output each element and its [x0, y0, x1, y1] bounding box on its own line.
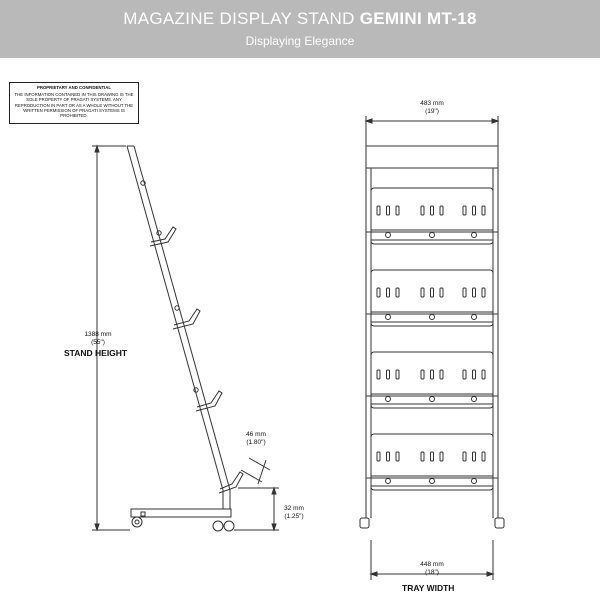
tray-panel-1 — [371, 188, 493, 244]
tray-slot-2-1b — [387, 288, 390, 297]
front-trays — [366, 188, 498, 490]
tray-slot-3-2b — [431, 370, 434, 379]
side-caster-rear — [132, 517, 142, 527]
tray-slot-1-1a — [377, 206, 380, 215]
tray-slot-3-1b — [387, 370, 390, 379]
tray-slot-1-1c — [396, 206, 399, 215]
product-subtitle: Displaying Elegance — [245, 34, 355, 48]
width-mm: 483 mm — [420, 100, 444, 107]
tray-slot-1-2a — [421, 206, 424, 215]
side-rail-inner — [134, 146, 230, 490]
tray-bolt-3-3 — [472, 397, 477, 402]
tray-bolt-2-3 — [472, 315, 477, 320]
tray-slot-2-1a — [377, 288, 380, 297]
width-in: (19") — [425, 108, 439, 115]
width-arrow-right — [492, 119, 498, 123]
tray-slot-3-3a — [463, 370, 466, 379]
tray-bolt-4-2 — [430, 479, 435, 484]
tray-arrow-right — [487, 572, 493, 576]
tray-slot-2-2a — [421, 288, 424, 297]
front-caster-right — [495, 518, 504, 528]
tray-bolt-1-3 — [472, 233, 477, 238]
tray-panel-3 — [371, 352, 493, 408]
tray-slot-1-1b — [387, 206, 390, 215]
tray-slot-2-3a — [463, 288, 466, 297]
lip-in: (1.80") — [246, 439, 266, 446]
tray-slot-2-3b — [473, 288, 476, 297]
tray-bolt-1-1 — [386, 233, 391, 238]
tray-slot-1-2c — [440, 206, 443, 215]
clearance-arrow-bottom — [272, 524, 276, 530]
lip-dim-ext-1 — [249, 458, 270, 470]
tray-label — [412, 561, 452, 577]
tray-bolt-2-1 — [386, 315, 391, 320]
side-view — [92, 146, 279, 531]
tray-slot-4-2a — [421, 452, 424, 461]
tray-slot-3-3c — [482, 370, 485, 379]
tray-slot-1-3a — [463, 206, 466, 215]
height-arrow-bottom — [95, 524, 99, 530]
tray-slot-4-3b — [473, 452, 476, 461]
tray-bolt-1-2 — [430, 233, 435, 238]
tray-slot-1-3b — [473, 206, 476, 215]
height-label — [76, 331, 120, 347]
tray-slot-3-1c — [396, 370, 399, 379]
tray-arrow-left — [371, 572, 377, 576]
tray-mm: 448 mm — [420, 561, 444, 568]
title-bold: GEMINI MT-18 — [359, 9, 477, 28]
height-arrow-top — [95, 146, 99, 152]
front-header-panel — [366, 146, 498, 168]
title-light: MAGAZINE DISPLAY STAND — [123, 9, 355, 28]
clearance-label — [278, 505, 310, 521]
tray-bolt-3-2 — [430, 397, 435, 402]
width-label — [412, 100, 452, 116]
tray-slot-4-2c — [440, 452, 443, 461]
tray-slot-4-3a — [463, 452, 466, 461]
height-mm: 1388 mm — [84, 331, 112, 338]
stand-height-caption: STAND HEIGHT — [64, 348, 128, 358]
notice-heading: PROPRIETARY AND CONFIDENTIAL — [36, 85, 111, 90]
tray-slot-4-3c — [482, 452, 485, 461]
tray-in: (18") — [425, 569, 439, 576]
tray-slot-4-2b — [431, 452, 434, 461]
front-caster-left — [360, 518, 369, 528]
tray-slot-4-1a — [377, 452, 380, 461]
tray-slot-3-1a — [377, 370, 380, 379]
tray-bolt-4-1 — [386, 479, 391, 484]
side-base-bar — [131, 509, 231, 517]
side-caster-front-1 — [213, 521, 223, 531]
tray-slot-2-1c — [396, 288, 399, 297]
tray-panel-4 — [371, 434, 493, 490]
notice-body: THE INFORMATION CONTAINED IN THIS DRAWING IS THE SOLE PROPERTY OF PRAGATI SYSTEMS. ANY REPRODUCTION IN PART OR AS A WHOLE WITHOUT THE WRITTEN PERMISSION OF PRAGATI SYSTEMS IS PROHIBITED. — [14, 92, 134, 119]
clearance-mm: 32 mm — [284, 505, 304, 512]
side-base-bolt — [141, 512, 145, 516]
tray-slot-4-1b — [387, 452, 390, 461]
tray-panel-2 — [371, 270, 493, 326]
tray-bolt-4-3 — [472, 479, 477, 484]
lip-mm: 46 mm — [246, 431, 266, 438]
clearance-in: (1.25") — [284, 513, 304, 520]
tray-slot-2-2c — [440, 288, 443, 297]
side-pivot-3 — [175, 306, 179, 310]
side-caster-rear-hub — [135, 520, 139, 524]
tray-bolt-3-1 — [386, 397, 391, 402]
front-view — [360, 116, 504, 580]
tray-slot-2-2b — [431, 288, 434, 297]
tray-slot-1-2b — [431, 206, 434, 215]
tray-width-caption: TRAY WIDTH — [402, 583, 455, 593]
height-in: (55") — [91, 339, 105, 346]
side-rail-outer — [127, 146, 223, 490]
tray-slot-4-1c — [396, 452, 399, 461]
tray-slot-2-3c — [482, 288, 485, 297]
tray-bolt-2-2 — [430, 315, 435, 320]
lip-label — [241, 431, 271, 447]
tray-slot-3-3b — [473, 370, 476, 379]
clearance-arrow-top — [272, 488, 276, 494]
tray-slot-1-3c — [482, 206, 485, 215]
tray-slot-3-2c — [440, 370, 443, 379]
side-caster-front-2 — [224, 521, 234, 531]
tray-slot-3-2a — [421, 370, 424, 379]
width-arrow-left — [366, 119, 372, 123]
